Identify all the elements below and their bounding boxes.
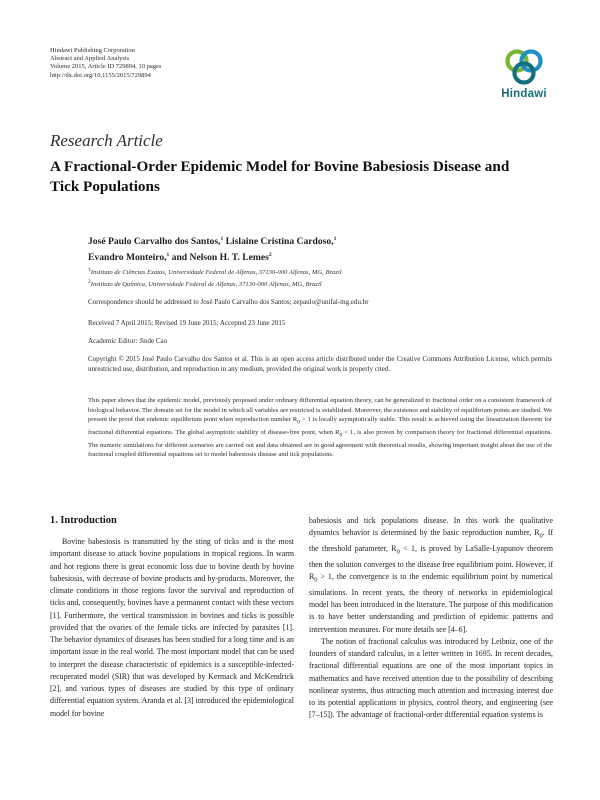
journal-name: Abstract and Applied Analysis [50,55,130,63]
affiliation-text: Instituto de Ciências Exatas, Universidade Federal de Alfenas, 37130-000 Alfenas, MG, Brazil [90,269,342,277]
article-dates: Received 7 April 2015; Revised 19 June 2015; Accepted 23 June 2015 [88,319,286,327]
author-name: Evandro Monteiro, [88,252,167,264]
right-column [309,515,553,722]
affiliation-2 [88,279,538,288]
author-affiliation-marker: 1 [220,236,224,242]
affiliation-number: 2 [88,279,91,285]
author-list [88,233,528,265]
abstract-text: < 1, is also proven by comparison theory for fractional differential equations. The numeric simulations for different scenarios are carried out and data obtained are in good agreement with theoretical results, showing important insight about the use of the fractional coupled differential equations set to model babesiosis disease and tick populations. [88,428,552,459]
doi-link[interactable]: http://dx.doi.org/10.1155/2015/729894 [50,71,151,79]
correspondence: Correspondence should be addressed to José Paulo Carvalho dos Santos; zepaulo@unifal-mg.edu.br [88,298,369,306]
author-name: and Nelson H. T. Lemes [169,252,269,264]
hindawi-rings-icon [504,48,544,86]
author-name: Lislaine Cristina Cardoso, [223,236,334,248]
intro-paragraph-2: The notion of fractional calculus was introduced by Leibniz, one of the founders of standard calculus, in a letter written in 1695. In recent decades, fractional differential equations are one of the most important topics in mathematics and have received attention due to the possibility of describing nonlinear systems, thus attracting much attention and increasing interest due to its potential applications in physics, control theory, and engineering (see [7–15]). The advantage of fractional-order differential equation systems is [309,636,553,720]
abstract-text: This paper shows that the epidemic model, previously proposed under ordinary differential equation theory, can be generalized to fractional order on a consistent framework of biological behavior. The domain set for the model in which all variables are restricted is established. Moreover, the existence and stability of equilibrium points are studied. We present the proof that endemic equilibrium point when reproduction number R [88,397,552,423]
affiliation-1 [88,267,538,276]
volume-info: Volume 2015, Article ID 729894, 10 pages [50,63,162,71]
affiliation-text: Instituto de Química, Universidade Federal de Alfenas, 37130-000 Alfenas, MG, Brazil [90,281,322,289]
subscript: 0 [339,432,343,439]
academic-editor: Academic Editor: Jinde Cao [88,337,168,345]
author-name: José Paulo Carvalho dos Santos, [88,236,221,248]
journal-header [50,47,161,80]
author-affiliation-marker: 1 [333,236,337,242]
left-column [50,536,294,720]
affiliation-number: 1 [88,267,91,273]
copyright-notice: Copyright © 2015 José Paulo Carvalho dos Santos et al. This is an open access article distributed under the Creative Commons Attribution License, which permits unrestricted use, distribution, and reproduction in any medium, provided the original work is properly cited. [88,355,552,374]
hindawi-logo [496,48,552,106]
subscript: 0 [297,419,300,426]
article-type: Research Article [50,131,163,150]
abstract-text: > 1 is locally asymptotically stable. This result is achieved using the linearization theorem for fractional differential equations. The global asymptotic stability of disease-free point, when R [88,416,553,436]
article-title: A Fractional-Order Epidemic Model for Bovine Babesiosis Disease and Tick Populations [50,158,510,195]
author-affiliation-marker: 1 [166,251,170,258]
intro-paragraph-continued: babesiosis and tick populations disease. In this work the qualitative dynamics behavior is determined by the basic reproduction number, $R_0$. If the threshold parameter, $R_0 < 1$, is proved by LaSalle-Lyapunov theorem then the solution converges to the disease free equilibrium point. However, if $R_0 > 1$, the convergence is to the endemic equilibrium point by numerical simulations. In recent years, the theory of networks in epidemiological model has been introduced in the literature. The purpose of this modification is to have better understanding and prediction of epidemic patterns and intervention measures. For more details see [4–6]. [309,516,553,634]
abstract [88,396,552,460]
author-affiliation-marker: 2 [268,251,272,258]
intro-paragraph: Bovine babesiosis is transmitted by the sting of ticks and is the most important disease to attack bovine populations in tropical regions. In warm and hot regions there is great economic loss due to bovine death by bovine babesiosis, with decrease of bovine products and by-products. Moreover, the climate conditions in those regions favor the survival and reproduction of ticks and, consequently, bovines have a permanent contact with these vectors [1]. Furthermore, the vertical transmission in bovines and ticks is possible provided that the ovaries of the female ticks are infected by parasites [1]. The behavior dynamics of diseases has been studied for a long time and is an important issue in the real world. The most important model that can be used to interpret the disease characteristic of epidemics is a susceptible-infected-recuperated model (SIR) that was developed by Kermack and McKendrick [2], and various types of diseases are studied by this type of ordinary differential equation system. Aranda et al. [3] introduced the epidemiological model for bovine [50,537,294,718]
section-heading: 1. Introduction [50,515,117,526]
logo-text: Hindawi [501,88,547,100]
publisher-name: Hindawi Publishing Corporation [50,47,135,54]
